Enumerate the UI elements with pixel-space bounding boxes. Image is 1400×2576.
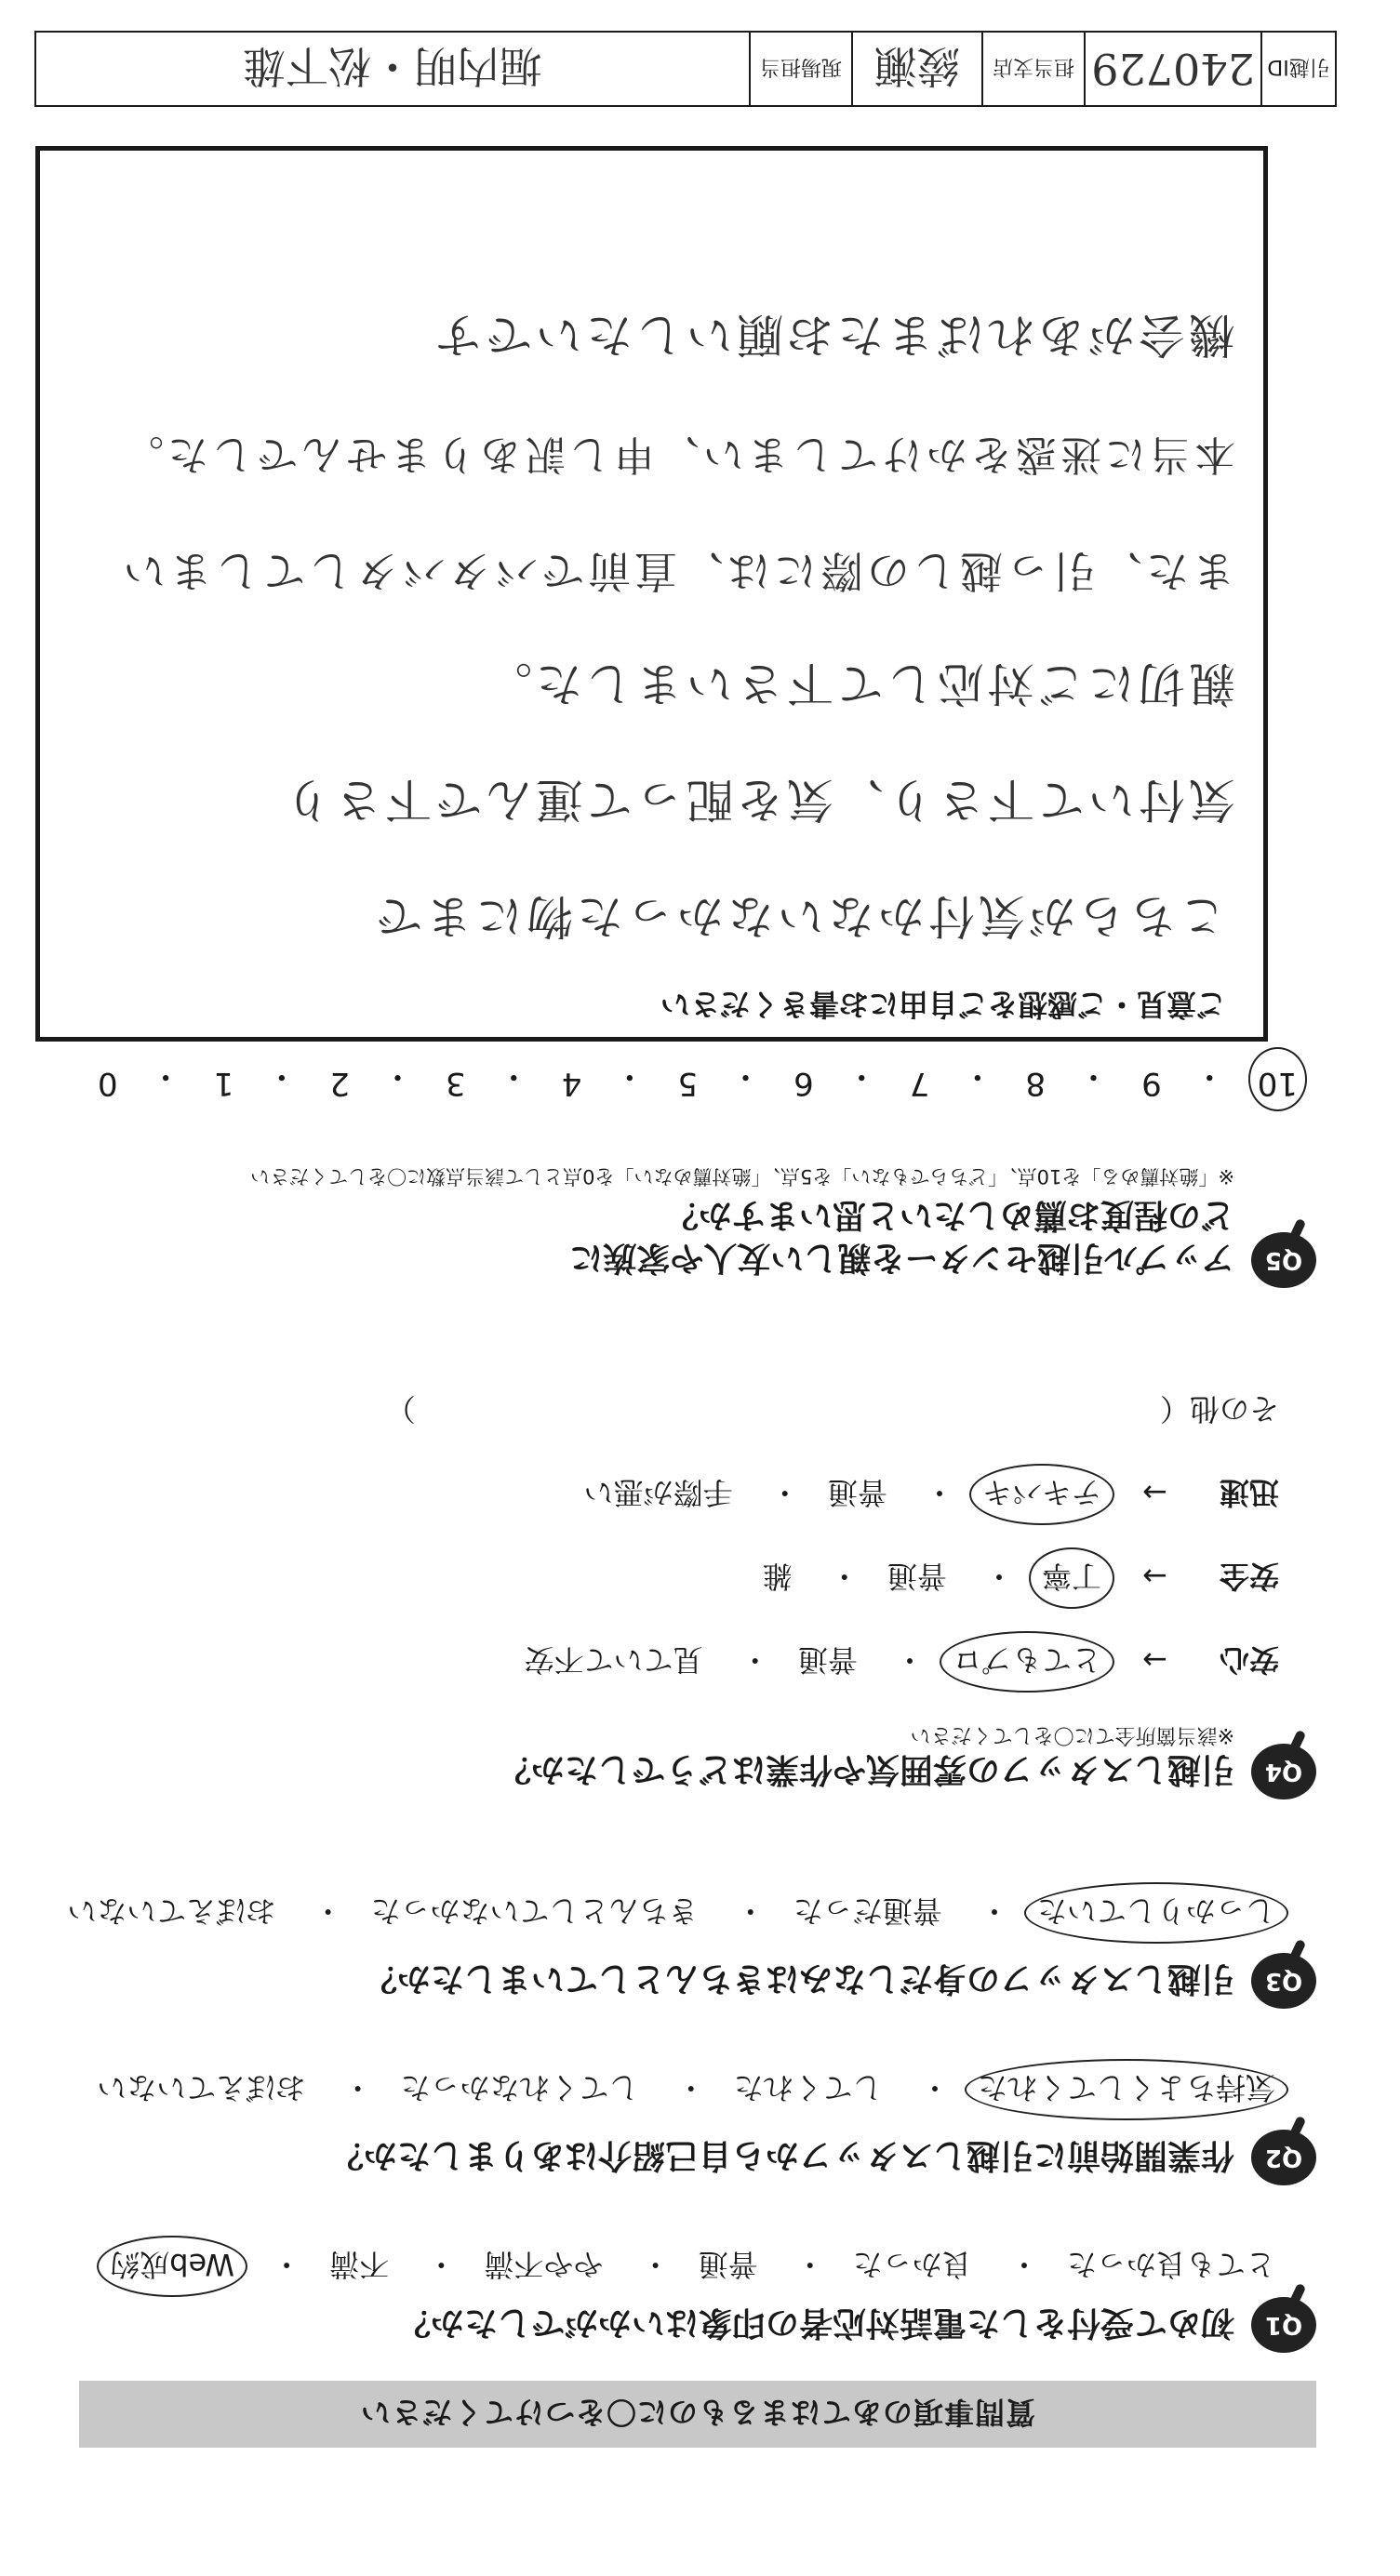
q5-score[interactable]: 6 bbox=[793, 1065, 814, 1102]
q4-option[interactable]: 雑 bbox=[762, 1559, 793, 1594]
q4-other bbox=[386, 1389, 1279, 1432]
q5-score-selected[interactable]: 10 bbox=[1258, 1056, 1298, 1102]
comment-line: 機会があればまたお願いしたいです bbox=[432, 308, 1235, 362]
comment-line: 親切にご対応して下さいました。 bbox=[482, 657, 1235, 710]
q4-option[interactable]: 見ていて不安 bbox=[524, 1642, 703, 1678]
q4-row-anshin: 安心→ とてもプロ・ 普通・ 見ていて不安 bbox=[521, 1640, 1279, 1683]
q3-option[interactable]: きちんとしていなかった bbox=[370, 1893, 699, 1929]
q4-text: 引越しスタッフの雰囲気や作業はどうでしたか？ bbox=[497, 1750, 1234, 1788]
q1-badge: Q1 bbox=[1251, 2297, 1316, 2353]
q2-option[interactable]: してくれた bbox=[733, 2070, 883, 2105]
q5-score[interactable]: 3 bbox=[446, 1065, 466, 1102]
q5-score[interactable]: 4 bbox=[561, 1065, 582, 1102]
q5-badge: Q5 bbox=[1251, 1232, 1316, 1288]
q1-option[interactable]: 良かった bbox=[852, 2247, 972, 2282]
q1-option[interactable]: とても良かった bbox=[1066, 2247, 1275, 2282]
q3-options: しっかりしていた・ 普通だった・ きちんとしていなかった・ おぼえていない bbox=[63, 1892, 1279, 1934]
q3-option-selected[interactable]: しっかりしていた bbox=[1033, 1892, 1279, 1934]
q5-scale: 10 ・ 9 ・ 8 ・ 7 ・ 6 ・ 5 ・ 4 ・ 3 ・ 2 ・ 1 ・ 0 bbox=[98, 1057, 1298, 1102]
q2-option[interactable]: おぼえていない bbox=[97, 2070, 306, 2105]
q3-option[interactable]: おぼえていない bbox=[67, 1893, 276, 1929]
comment-line: こちらが気付かないなかった物にまで bbox=[372, 889, 1226, 943]
q3-text: 引越しスタッフの身だしなみはきちんとしていましたか？ bbox=[363, 1959, 1234, 1998]
q1-option[interactable]: やや不満 bbox=[484, 2247, 604, 2282]
q4-option[interactable]: 普通 bbox=[827, 1475, 887, 1510]
q4-option-selected[interactable]: とてもプロ bbox=[949, 1640, 1105, 1683]
q5-score[interactable]: 2 bbox=[329, 1065, 350, 1102]
q4-badge: Q4 bbox=[1251, 1744, 1316, 1799]
arrow-right-icon: → bbox=[1142, 1642, 1167, 1678]
free-comment-box[interactable] bbox=[35, 146, 1268, 1042]
branch-label: 担当支店 bbox=[981, 33, 1084, 105]
q5-text-line1: アップル引越センターを親しい友人や家族に bbox=[569, 1239, 1234, 1277]
comment-line: 気付いて下さり、気を配って運んで下さり bbox=[281, 773, 1235, 827]
q4-option[interactable]: 普通 bbox=[797, 1642, 858, 1678]
arrow-right-icon: → bbox=[1142, 1559, 1167, 1594]
instructions-banner: 質問事項のあてはまるものに〇をつけてください bbox=[79, 2381, 1316, 2448]
q4-note: ※該当箇所全てに〇をしてください bbox=[910, 1723, 1234, 1746]
q4-row-label: 安全 bbox=[1219, 1559, 1279, 1594]
q4-option-selected[interactable]: 丁寧 bbox=[1038, 1557, 1105, 1600]
q4-option[interactable]: 普通 bbox=[887, 1559, 947, 1594]
q2-option-selected[interactable]: 気持ちよくしてくれた bbox=[974, 2068, 1279, 2111]
q3-option[interactable]: 普通だった bbox=[793, 1893, 942, 1929]
q5-score[interactable]: 7 bbox=[909, 1065, 930, 1102]
id-value[interactable]: 240729 bbox=[1084, 33, 1260, 105]
staff-value[interactable]: 堀内明・松下雄 bbox=[243, 41, 542, 91]
q3-badge: Q3 bbox=[1251, 1953, 1316, 2009]
q5-score[interactable]: 1 bbox=[213, 1065, 234, 1102]
q4-option[interactable]: 手際が悪い bbox=[583, 1475, 733, 1510]
id-label: 引越ID bbox=[1260, 33, 1335, 105]
q5-score[interactable]: 8 bbox=[1025, 1065, 1047, 1102]
q5-text-line2: どの程度お薦めしたいと思いますか？ bbox=[664, 1196, 1234, 1234]
q2-badge: Q2 bbox=[1251, 2130, 1316, 2185]
q4-row-jinsoku: 迅速→ テキパキ・ 普通・ 手際が悪い bbox=[580, 1473, 1279, 1516]
comment-line: また、引っ越しの際には、直前でバタバタしてしまい bbox=[119, 546, 1235, 596]
q5-score[interactable]: 9 bbox=[1141, 1065, 1162, 1102]
q4-other-label: その他（ bbox=[1159, 1391, 1279, 1427]
q1-option[interactable]: 普通 bbox=[698, 2247, 758, 2282]
q1-options: とても良かった・ 良かった・ 普通・ やや不満・ 不満・ Web成約 bbox=[106, 2245, 1279, 2288]
branch-value[interactable]: 綾瀬 bbox=[851, 33, 981, 105]
q1-option-selected[interactable]: Web成約 bbox=[106, 2245, 238, 2288]
id-table bbox=[34, 31, 1337, 107]
q2-options: 気持ちよくしてくれた・ してくれた・ してくれなかった・ おぼえていない bbox=[93, 2068, 1279, 2111]
comment-line: 本当に迷惑をかけてしまい、申し訳ありませんでした。 bbox=[119, 431, 1235, 478]
q1-option[interactable]: 不満 bbox=[329, 2247, 390, 2282]
staff-label: 現場担当 bbox=[749, 33, 851, 105]
free-comment-title: ご意見・ご感想をご自由にお書きください bbox=[660, 987, 1226, 1022]
arrow-right-icon: → bbox=[1142, 1475, 1167, 1510]
q4-row-anzen: 安全→ 丁寧・ 普通・ 雑 bbox=[759, 1557, 1279, 1600]
q1-text: 初めて受付をした電話対応者の印象はいかがでしたか？ bbox=[396, 2304, 1234, 2342]
q2-option[interactable]: してくれなかった bbox=[400, 2070, 639, 2105]
q4-row-label: 安心 bbox=[1219, 1642, 1279, 1678]
q4-other-close: ） bbox=[385, 1391, 416, 1427]
q2-text: 作業開始前に引越しスタッフから自己紹介はありましたか？ bbox=[329, 2136, 1234, 2174]
q5-note: ※「絶対薦める」を10点、「どちらでもない」を5点、「絶対薦めない」を0点として該当点数に〇をしてください bbox=[250, 1165, 1234, 1188]
q4-option-selected[interactable]: テキパキ bbox=[979, 1473, 1105, 1516]
q5-score[interactable]: 0 bbox=[98, 1065, 118, 1102]
q5-score[interactable]: 5 bbox=[677, 1065, 699, 1102]
q4-row-label: 迅速 bbox=[1219, 1475, 1279, 1510]
